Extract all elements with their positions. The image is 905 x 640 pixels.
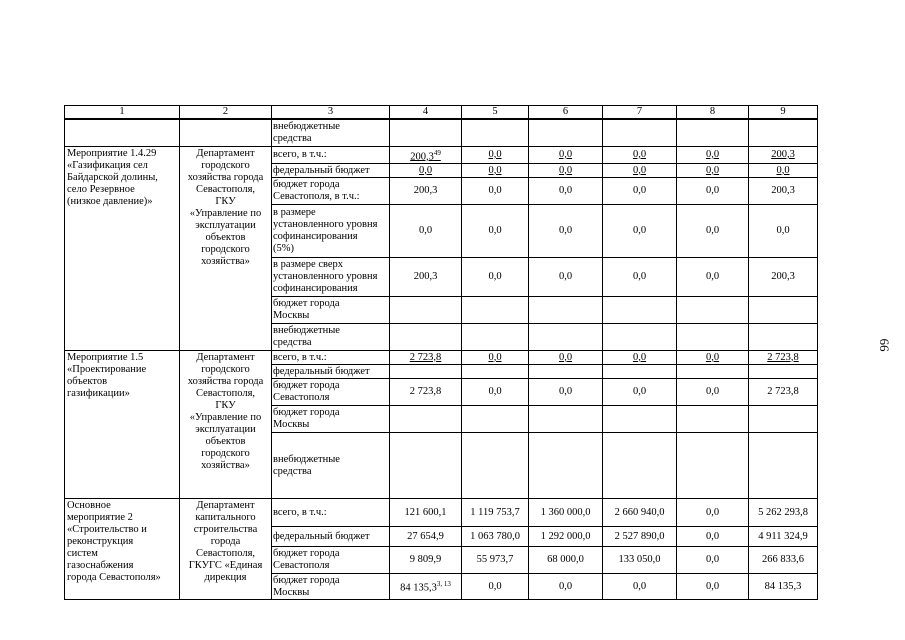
empty-cell: [677, 119, 749, 146]
value-cell: 0,0: [677, 178, 749, 205]
main-activity-2-executor: Департамент капитального строительства города Севастополя, ГКУГС «Единая дирекция: [180, 499, 272, 600]
empty-cell: [529, 406, 603, 433]
header-cell: 9: [749, 106, 818, 120]
empty-cell: [603, 365, 677, 379]
empty-cell: [65, 119, 180, 146]
value-cell: 0,0: [529, 146, 603, 164]
table-row: [65, 499, 818, 527]
empty-cell: [749, 433, 818, 499]
source-moscow-budget: бюджет города Москвы: [272, 406, 390, 433]
header-cell: 8: [677, 106, 749, 120]
empty-cell: [677, 433, 749, 499]
empty-cell: [390, 297, 462, 324]
value-cell: 200,3: [390, 258, 462, 297]
source-city-budget: бюджет города Севастополя, в т.ч.:: [272, 178, 390, 205]
empty-cell: [677, 365, 749, 379]
empty-cell: [462, 297, 529, 324]
empty-cell: [390, 324, 462, 351]
value-cell: 1 119 753,7: [462, 499, 529, 527]
empty-cell: [603, 297, 677, 324]
source-cofinancing-5: в размере установленного уровня софинансирования (5%): [272, 205, 390, 258]
value-cell: 0,0: [603, 178, 677, 205]
value-cell: 0,0: [603, 146, 677, 164]
value-cell: 2 723,8: [390, 351, 462, 365]
empty-cell: [462, 406, 529, 433]
empty-cell: [749, 406, 818, 433]
value-cell: 0,0: [603, 205, 677, 258]
header-cell: 4: [390, 106, 462, 120]
source-federal: федеральный бюджет: [272, 164, 390, 178]
value-cell: 0,0: [462, 258, 529, 297]
header-cell: 2: [180, 106, 272, 120]
source-total: всего, в т.ч.:: [272, 146, 390, 164]
source-cofinancing-above: в размере сверх установленного уровня софинансирования: [272, 258, 390, 297]
value-cell: 0,0: [462, 178, 529, 205]
value-cell: 0,0: [462, 351, 529, 365]
value-cell: 0,0: [603, 164, 677, 178]
header-cell: 7: [603, 106, 677, 120]
value-cell: 200,3: [749, 178, 818, 205]
value-cell: 0,0: [529, 164, 603, 178]
value-cell: 0,0: [390, 164, 462, 178]
empty-cell: [529, 119, 603, 146]
value-cell: 0,0: [677, 574, 749, 600]
table-body: [65, 106, 818, 600]
value-cell: 0,0: [529, 351, 603, 365]
value-cell: 133 050,0: [603, 547, 677, 574]
value-cell: 0,0: [390, 205, 462, 258]
value-cell: 2 723,8: [390, 379, 462, 406]
value-cell: 0,0: [677, 258, 749, 297]
value-cell: 0,0: [529, 205, 603, 258]
value-cell: 84 135,3$^{3, 13}$: [390, 574, 462, 600]
empty-cell: [603, 119, 677, 146]
empty-cell: [390, 119, 462, 146]
value-cell: 0,0: [462, 574, 529, 600]
empty-cell: [529, 433, 603, 499]
source-city-budget: бюджет города Севастополя: [272, 379, 390, 406]
value-cell: 1 360 000,0: [529, 499, 603, 527]
empty-cell: [677, 406, 749, 433]
value-cell: 0,0: [529, 178, 603, 205]
value-cell: 200,3$^{49}$: [390, 146, 462, 164]
source-federal: федеральный бюджет: [272, 527, 390, 547]
value-cell: 266 833,6: [749, 547, 818, 574]
value-cell: 0,0: [603, 379, 677, 406]
empty-cell: [390, 365, 462, 379]
empty-cell: [529, 365, 603, 379]
value-cell: 2 660 940,0: [603, 499, 677, 527]
table-header-row: [65, 106, 818, 120]
value-cell: 1 063 780,0: [462, 527, 529, 547]
value-cell: 0,0: [462, 146, 529, 164]
empty-cell: [462, 119, 529, 146]
source-offbudget: внебюджетные средства: [272, 433, 390, 499]
value-cell: 0,0: [677, 547, 749, 574]
value-cell: 200,3: [749, 146, 818, 164]
value-cell: 0,0: [677, 205, 749, 258]
source-city-budget: бюджет города Севастополя: [272, 547, 390, 574]
value-cell: 4 911 324,9: [749, 527, 818, 547]
value-cell: 0,0: [462, 164, 529, 178]
header-cell: 1: [65, 106, 180, 120]
value-cell: 0,0: [462, 379, 529, 406]
value-cell: 2 527 890,0: [603, 527, 677, 547]
value-cell: 0,0: [603, 258, 677, 297]
value-cell: 9 809,9: [390, 547, 462, 574]
empty-cell: [462, 433, 529, 499]
value-cell: 0,0: [677, 164, 749, 178]
value-cell: 0,0: [462, 205, 529, 258]
empty-cell: [677, 297, 749, 324]
activity-15-name: Мероприятие 1.5 «Проектирование объектов газификации»: [65, 351, 180, 499]
value-cell: 0,0: [749, 205, 818, 258]
source-moscow-budget: бюджет города Москвы: [272, 574, 390, 600]
value-cell: 0,0: [603, 574, 677, 600]
source-offbudget: внебюджетные средства: [272, 119, 390, 146]
empty-cell: [529, 324, 603, 351]
empty-cell: [390, 406, 462, 433]
value-cell: 0,0: [677, 527, 749, 547]
value-cell: 0,0: [529, 574, 603, 600]
empty-cell: [749, 324, 818, 351]
empty-cell: [180, 119, 272, 146]
source-moscow-budget: бюджет города Москвы: [272, 297, 390, 324]
activity-1429-name: Мероприятие 1.4.29 «Газификация сел Байдарской долины, село Резервное (низкое давление)»: [65, 146, 180, 351]
activity-15-executor: Департамент городского хозяйства города Севастополя, ГКУ «Управление по эксплуатации объектов городского хозяйства»: [180, 351, 272, 499]
value-cell: 2 723,8: [749, 351, 818, 365]
header-cell: 3: [272, 106, 390, 120]
footnote-ref: 3, 13: [436, 580, 451, 589]
value-cell: 27 654,9: [390, 527, 462, 547]
value-cell: 200,3: [390, 178, 462, 205]
main-activity-2-name: Основное мероприятие 2 «Строительство и реконструкция систем газоснабжения города Севастополя»: [65, 499, 180, 600]
value-cell: 200,3: [749, 258, 818, 297]
value-cell: 0,0: [529, 258, 603, 297]
header-cell: 5: [462, 106, 529, 120]
empty-cell: [749, 365, 818, 379]
value-cell: 5 262 293,8: [749, 499, 818, 527]
empty-cell: [749, 297, 818, 324]
activity-1429-executor: Департамент городского хозяйства города Севастополя, ГКУ «Управление по эксплуатации объектов городского хозяйства»: [180, 146, 272, 351]
footnote-ref: 49: [433, 148, 441, 157]
table-row: [65, 146, 818, 164]
empty-cell: [603, 406, 677, 433]
source-total: всего, в т.ч.:: [272, 499, 390, 527]
empty-cell: [390, 433, 462, 499]
empty-cell: [462, 324, 529, 351]
empty-cell: [603, 324, 677, 351]
empty-cell: [603, 433, 677, 499]
value-cell: 84 135,3: [749, 574, 818, 600]
value-cell: 0,0: [677, 351, 749, 365]
source-total: всего, в т.ч.:: [272, 351, 390, 365]
header-cell: 6: [529, 106, 603, 120]
page-number: 66: [877, 338, 892, 352]
empty-cell: [529, 297, 603, 324]
value-cell: 1 292 000,0: [529, 527, 603, 547]
table-row: [65, 351, 818, 365]
source-offbudget: внебюджетные средства: [272, 324, 390, 351]
value-cell: 0,0: [677, 146, 749, 164]
value-cell: 121 600,1: [390, 499, 462, 527]
value-cell: 0,0: [749, 164, 818, 178]
budget-table: [64, 105, 818, 600]
empty-cell: [749, 119, 818, 146]
value-cell: 0,0: [603, 351, 677, 365]
source-federal: федеральный бюджет: [272, 365, 390, 379]
value-cell: 0,0: [677, 379, 749, 406]
value-cell: 68 000,0: [529, 547, 603, 574]
empty-cell: [462, 365, 529, 379]
empty-cell: [677, 324, 749, 351]
value-cell: 0,0: [529, 379, 603, 406]
value-cell: 55 973,7: [462, 547, 529, 574]
table-row: [65, 119, 818, 146]
value-cell: 2 723,8: [749, 379, 818, 406]
value-cell: 0,0: [677, 499, 749, 527]
